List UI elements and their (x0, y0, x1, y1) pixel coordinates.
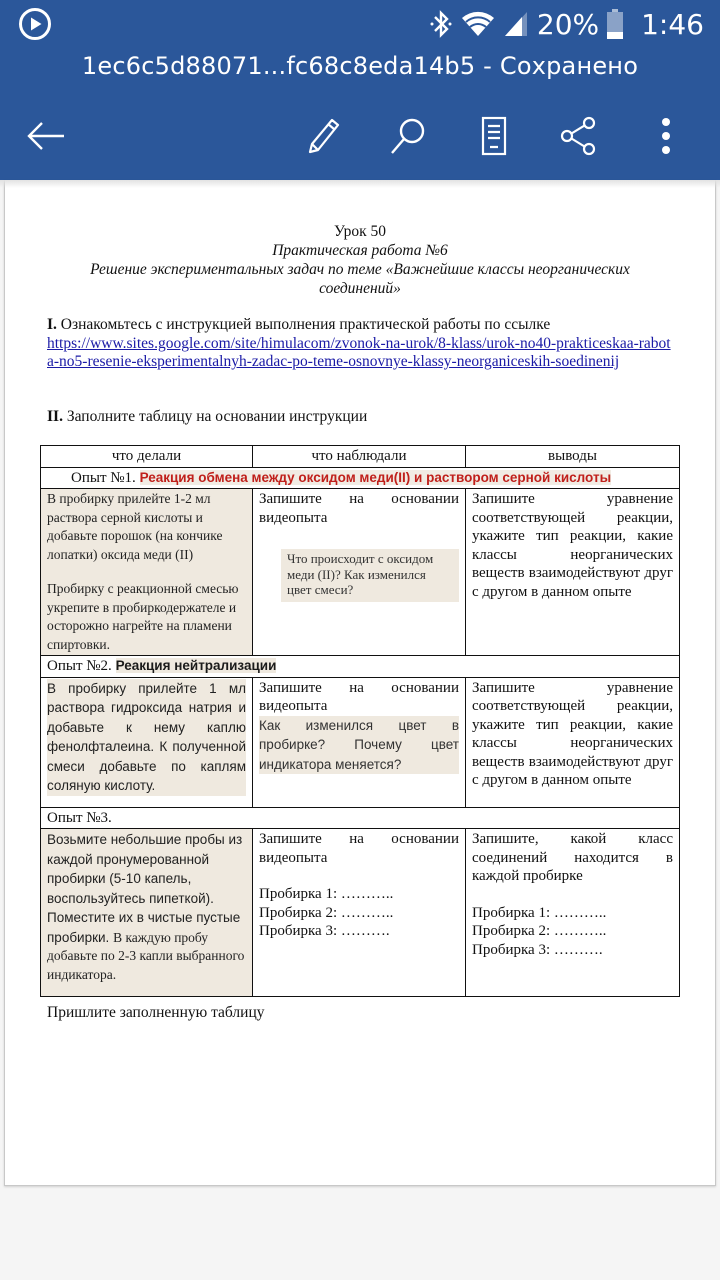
closing-instruction: Пришлите заполненную таблицу (47, 1004, 265, 1021)
search-icon (388, 116, 428, 156)
experiment-2-observed-cell (253, 677, 466, 807)
experiment-2-label: Опыт №2. (47, 658, 112, 674)
topic-line-2: соединений» (319, 280, 401, 297)
experiment-3-did-sans: Возьмите небольшие пробы из каждой пронумерованной пробирки (5-10 капель, воспользуйтесь пипеткой). Поместите их в чистые пустые пробирки. (47, 832, 243, 945)
experiment-1-row (41, 489, 680, 656)
battery-percent: 20% (536, 7, 600, 41)
tube-entry: Пробирка 1: ……….. (259, 886, 394, 902)
share-button[interactable] (555, 112, 603, 160)
mobile-view-icon (479, 116, 509, 156)
experiment-3-did-serif: В каждую пробу добавьте по 2-3 капли выбранного индикатора. (47, 929, 245, 982)
table-header-row (41, 446, 680, 468)
more-options-button[interactable] (642, 112, 690, 160)
experiment-3-observed-intro: Запишите на основании видеопыта (259, 831, 459, 866)
share-icon (559, 116, 599, 156)
experiment-3-conclusion-tubes (472, 904, 673, 960)
experiment-3-observed-tubes (259, 885, 459, 941)
experiment-2-row (41, 677, 680, 807)
experiment-1-observed-intro: Запишите на основании видеопыта (259, 491, 459, 526)
pencil-icon (302, 116, 342, 156)
toolbar (0, 104, 720, 164)
more-vertical-icon (660, 116, 672, 156)
experiment-3-conclusion-cell (466, 829, 680, 997)
experiment-1-did-p1: В пробирку прилейте 1-2 мл раствора серной кислоты и добавьте порошок (на кончике лопатки) оксида меди (II) (47, 491, 223, 562)
topic-line-1: Решение экспериментальных задач по теме «Важнейшие классы неорганических (90, 261, 630, 278)
tube-entry: Пробирка 1: ……….. (472, 904, 607, 921)
section-2-numeral: II. (47, 408, 63, 425)
experiment-1-observed-cell (253, 489, 466, 656)
status-bar (0, 0, 720, 48)
experiment-1-title: Реакция обмена между оксидом меди(II) и раствором серной кислоты (139, 469, 612, 485)
experiment-3-did-cell (41, 829, 253, 997)
experiment-3-conclusion-text: Запишите, какой класс соединений находится в каждой пробирке (472, 831, 673, 884)
search-button[interactable] (384, 112, 432, 160)
edit-button[interactable] (298, 112, 346, 160)
experiment-2-observed-question: Как изменился цвет в пробирке? Почему цвет индикатора меняется? (259, 716, 459, 775)
practical-work-title: Практическая работа №6 (272, 242, 448, 259)
experiment-3-title-row (41, 807, 680, 829)
bluetooth-icon (429, 9, 453, 39)
experiment-3-row (41, 829, 680, 997)
experiment-2-conclusion-cell: Запишите уравнение соответствующей реакции, укажите тип реакции, какие классы неорганических веществ взаимодействуют друг с другом в данном опыте (466, 677, 680, 807)
section-2-text: Заполните таблицу на основании инструкции (62, 408, 368, 425)
experiment-1-label: Опыт №1. (71, 469, 136, 486)
page-top-shadow (0, 180, 720, 188)
tube-entry: Пробирка 2: ……….. (259, 904, 394, 921)
section-1-text: Ознакомьтесь с инструкцией выполнения практической работы по ссылке (56, 316, 551, 333)
back-button[interactable] (22, 112, 70, 160)
experiment-3-observed-cell (253, 829, 466, 997)
tube-entry: Пробирка 2: ……….. (472, 923, 607, 939)
document-title: 1ec6c5d88071...fc68c8eda14b5 - Сохранено (81, 52, 639, 80)
app-bar (0, 0, 720, 180)
experiment-2-did-cell (41, 677, 253, 807)
tube-entry: Пробирка 3: ………. (472, 941, 603, 958)
experiment-1-conclusion-cell: Запишите уравнение соответствующей реакции, укажите тип реакции, какие классы неорганических веществ взаимодействуют друг с другом в данном опыте (466, 489, 680, 656)
experiment-2-title-row (41, 656, 680, 678)
header-cell: что делали (41, 446, 253, 468)
instruction-link[interactable]: https://www.sites.google.com/site/himulacom/zvonok-na-urok/8-klass/urok-no40-prakticeskaa-rabota-no5-resenie-eksperimentalnyh-zadac-po-teme-osnovnye-klassy-neorganiceskih-soedinenij (47, 334, 671, 370)
status-indicators (429, 6, 704, 42)
tube-entry: Пробирка 3: ………. (259, 923, 390, 939)
document-heading (44, 222, 676, 298)
experiment-2-did-text: В пробирку прилейте 1 мл раствора гидроксида натрия и добавьте к нему каплю фенолфталеина. К полученной смеси добавьте по каплям соляную кислоту. (47, 679, 246, 796)
play-circle-icon (18, 7, 52, 41)
experiment-2-observed-intro: Запишите на основании видеопыта (259, 679, 459, 714)
experiment-table (40, 445, 680, 997)
lesson-number: Урок 50 (333, 223, 387, 240)
experiment-1-did-cell (41, 489, 253, 656)
header-cell: что наблюдали (253, 446, 466, 468)
clock: 1:46 (641, 7, 704, 41)
cell-signal-icon (503, 10, 529, 38)
experiment-1-title-row (41, 467, 680, 489)
experiment-2-title: Реакция нейтрализации (115, 658, 277, 673)
mobile-view-button[interactable] (470, 112, 518, 160)
section-1-numeral: I. (47, 316, 57, 333)
section-2 (47, 408, 677, 427)
section-1 (47, 316, 677, 372)
experiment-1-observed-question: Что происходит с оксидом меди (II)? Как изменился цвет смеси? (281, 549, 459, 602)
battery-icon (607, 9, 623, 39)
wifi-icon (461, 10, 495, 38)
back-arrow-icon (26, 120, 66, 152)
experiment-3-label: Опыт №3. (47, 809, 112, 826)
experiment-1-did-p2: Пробирку с реакционной смесью укрепите в пробиркодержателе и осторожно нагрейте на пламени спиртовки. (47, 581, 239, 652)
header-cell: выводы (466, 446, 680, 468)
